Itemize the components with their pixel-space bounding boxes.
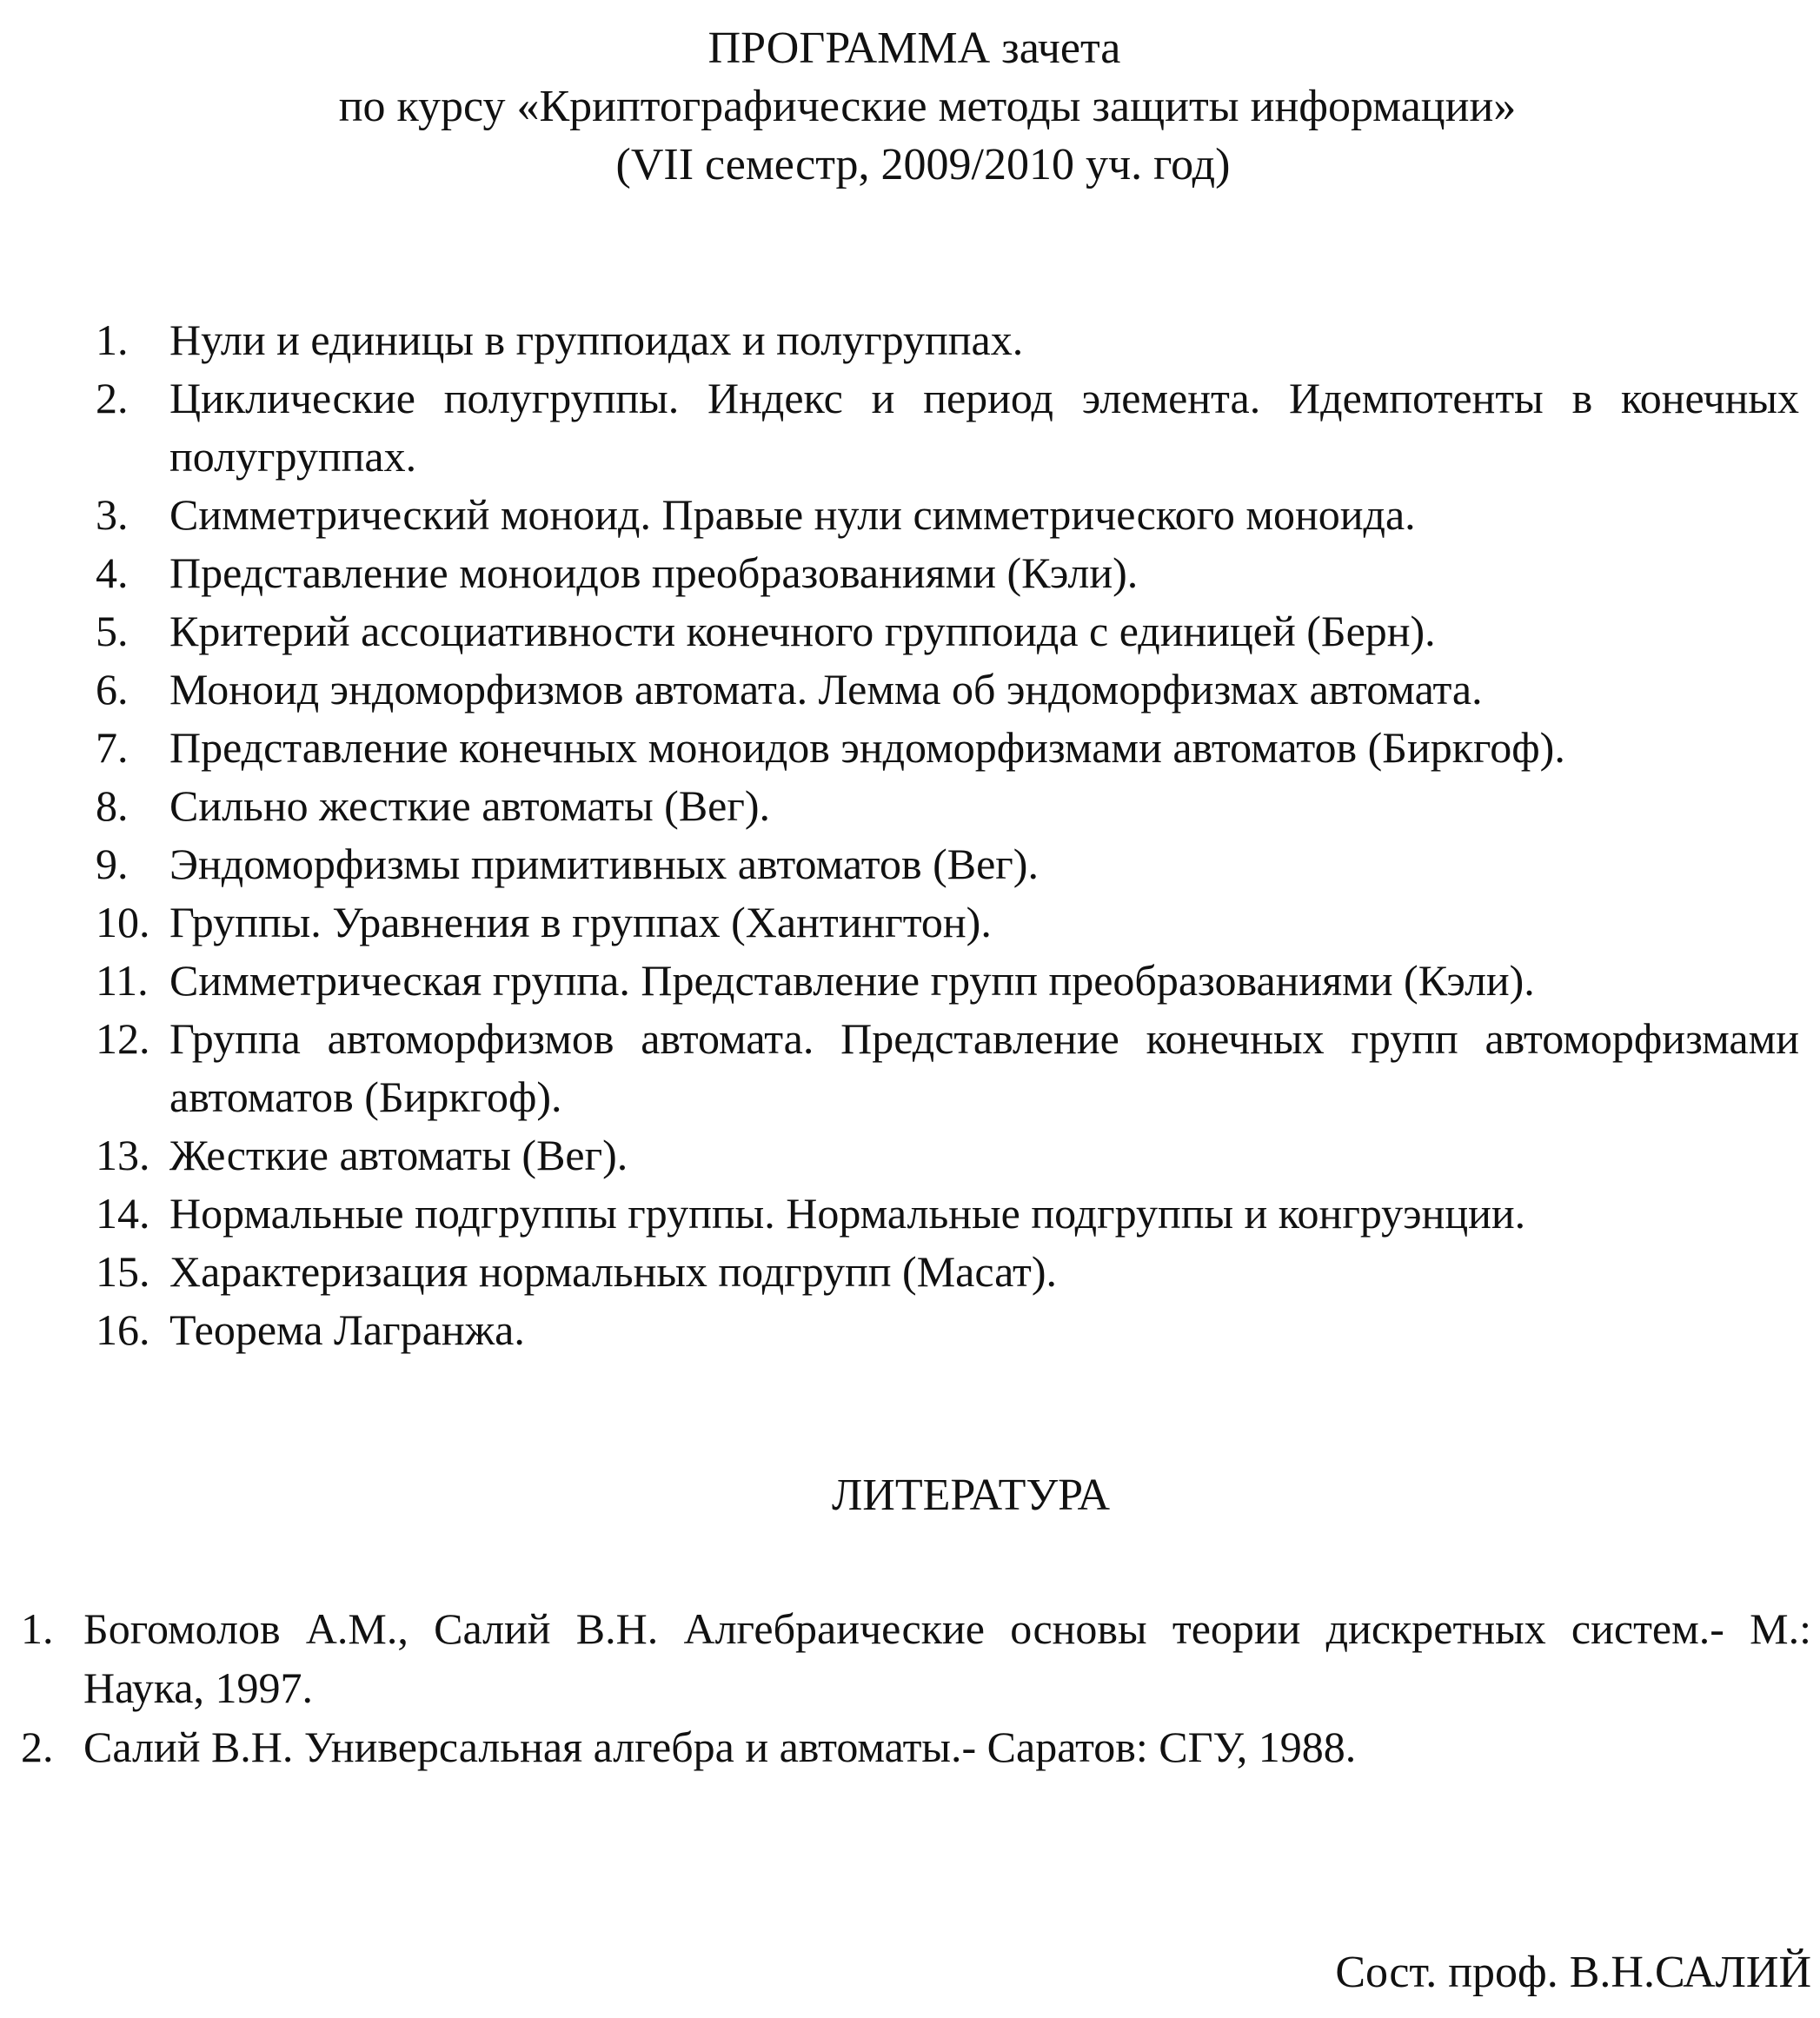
item-number: 16. <box>96 1305 150 1354</box>
item-number: 5. <box>96 607 129 655</box>
list-item <box>96 1185 1799 1243</box>
item-text: Салий В.Н. Универсальная алгебра и автоматы.- Саратов: СГУ, 1988. <box>83 1723 1357 1771</box>
item-text: Эндоморфизмы примитивных автоматов (Вег). <box>169 840 1039 888</box>
list-item <box>96 486 1799 544</box>
item-number: 6. <box>96 665 129 714</box>
item-number: 2. <box>96 374 129 422</box>
list-item <box>96 1126 1799 1185</box>
item-number: 1. <box>96 315 129 364</box>
document-header <box>0 19 1820 194</box>
item-number: 9. <box>96 840 129 888</box>
item-number: 2. <box>21 1723 54 1771</box>
item-number: 1. <box>21 1604 54 1653</box>
item-text: Группа автоморфизмов автомата. Представление конечных групп автоморфизмами автоматов (Биркгоф). <box>169 1014 1799 1121</box>
item-text: Богомолов А.М., Салий В.Н. Алгебраические основы теории дискретных систем.- М.: Наука, 1997. <box>83 1604 1811 1712</box>
list-item <box>96 1243 1799 1301</box>
list-item <box>96 1301 1799 1359</box>
item-text: Нормальные подгруппы группы. Нормальные подгруппы и конгруэнции. <box>169 1189 1526 1238</box>
item-text: Представление конечных моноидов эндоморфизмами автоматов (Биркгоф). <box>169 723 1565 772</box>
list-item <box>96 311 1799 369</box>
item-text: Теорема Лагранжа. <box>169 1305 525 1354</box>
item-text: Симметрический моноид. Правые нули симметрического моноида. <box>169 490 1416 539</box>
item-number: 4. <box>96 548 129 597</box>
list-item <box>96 777 1799 835</box>
item-number: 8. <box>96 781 129 830</box>
item-text: Сильно жесткие автоматы (Вег). <box>169 781 771 830</box>
list-item <box>96 544 1799 602</box>
item-number: 14. <box>96 1189 150 1238</box>
item-number: 15. <box>96 1247 150 1296</box>
item-text: Циклические полугруппы. Индекс и период элемента. Идемпотенты в конечных полугруппах. <box>169 374 1799 481</box>
list-item <box>96 719 1799 777</box>
item-text: Моноид эндоморфизмов автомата. Лемма об эндоморфизмах автомата. <box>169 665 1483 714</box>
item-text: Жесткие автоматы (Вег). <box>169 1131 628 1179</box>
list-item <box>96 369 1799 486</box>
list-item <box>96 893 1799 952</box>
item-number: 3. <box>96 490 129 539</box>
header-course: по курсу «Криптографические методы защиты информации» <box>338 82 1517 131</box>
list-item <box>21 1599 1811 1717</box>
item-text: Представление моноидов преобразованиями (Кэли). <box>169 548 1139 597</box>
list-item <box>96 835 1799 893</box>
item-number: 11. <box>96 956 149 1005</box>
item-text: Группы. Уравнения в группах (Хантингтон). <box>169 898 992 946</box>
signature-line: Сост. проф. В.Н.САЛИЙ <box>1335 1948 1811 1997</box>
item-number: 13. <box>96 1131 150 1179</box>
list-item <box>21 1717 1811 1776</box>
literature-heading: ЛИТЕРАТУРА <box>832 1470 1110 1520</box>
item-text: Нули и единицы в группоидах и полугруппах. <box>169 315 1024 364</box>
literature-list <box>21 1599 1811 1776</box>
item-text: Симметрическая группа. Представление групп преобразованиями (Кэли). <box>169 956 1535 1005</box>
item-number: 10. <box>96 898 150 946</box>
item-text: Критерий ассоциативности конечного группоида с единицей (Берн). <box>169 607 1436 655</box>
header-title: ПРОГРАММА зачета <box>707 23 1121 73</box>
topics-list <box>96 311 1799 1359</box>
item-number: 12. <box>96 1014 150 1063</box>
list-item <box>96 660 1799 719</box>
list-item <box>96 602 1799 660</box>
header-semester: (VII семестр, 2009/2010 уч. год) <box>615 140 1231 189</box>
list-item <box>96 1010 1799 1126</box>
item-number: 7. <box>96 723 129 772</box>
item-text: Характеризация нормальных подгрупп (Масат). <box>169 1247 1058 1296</box>
list-item <box>96 952 1799 1010</box>
